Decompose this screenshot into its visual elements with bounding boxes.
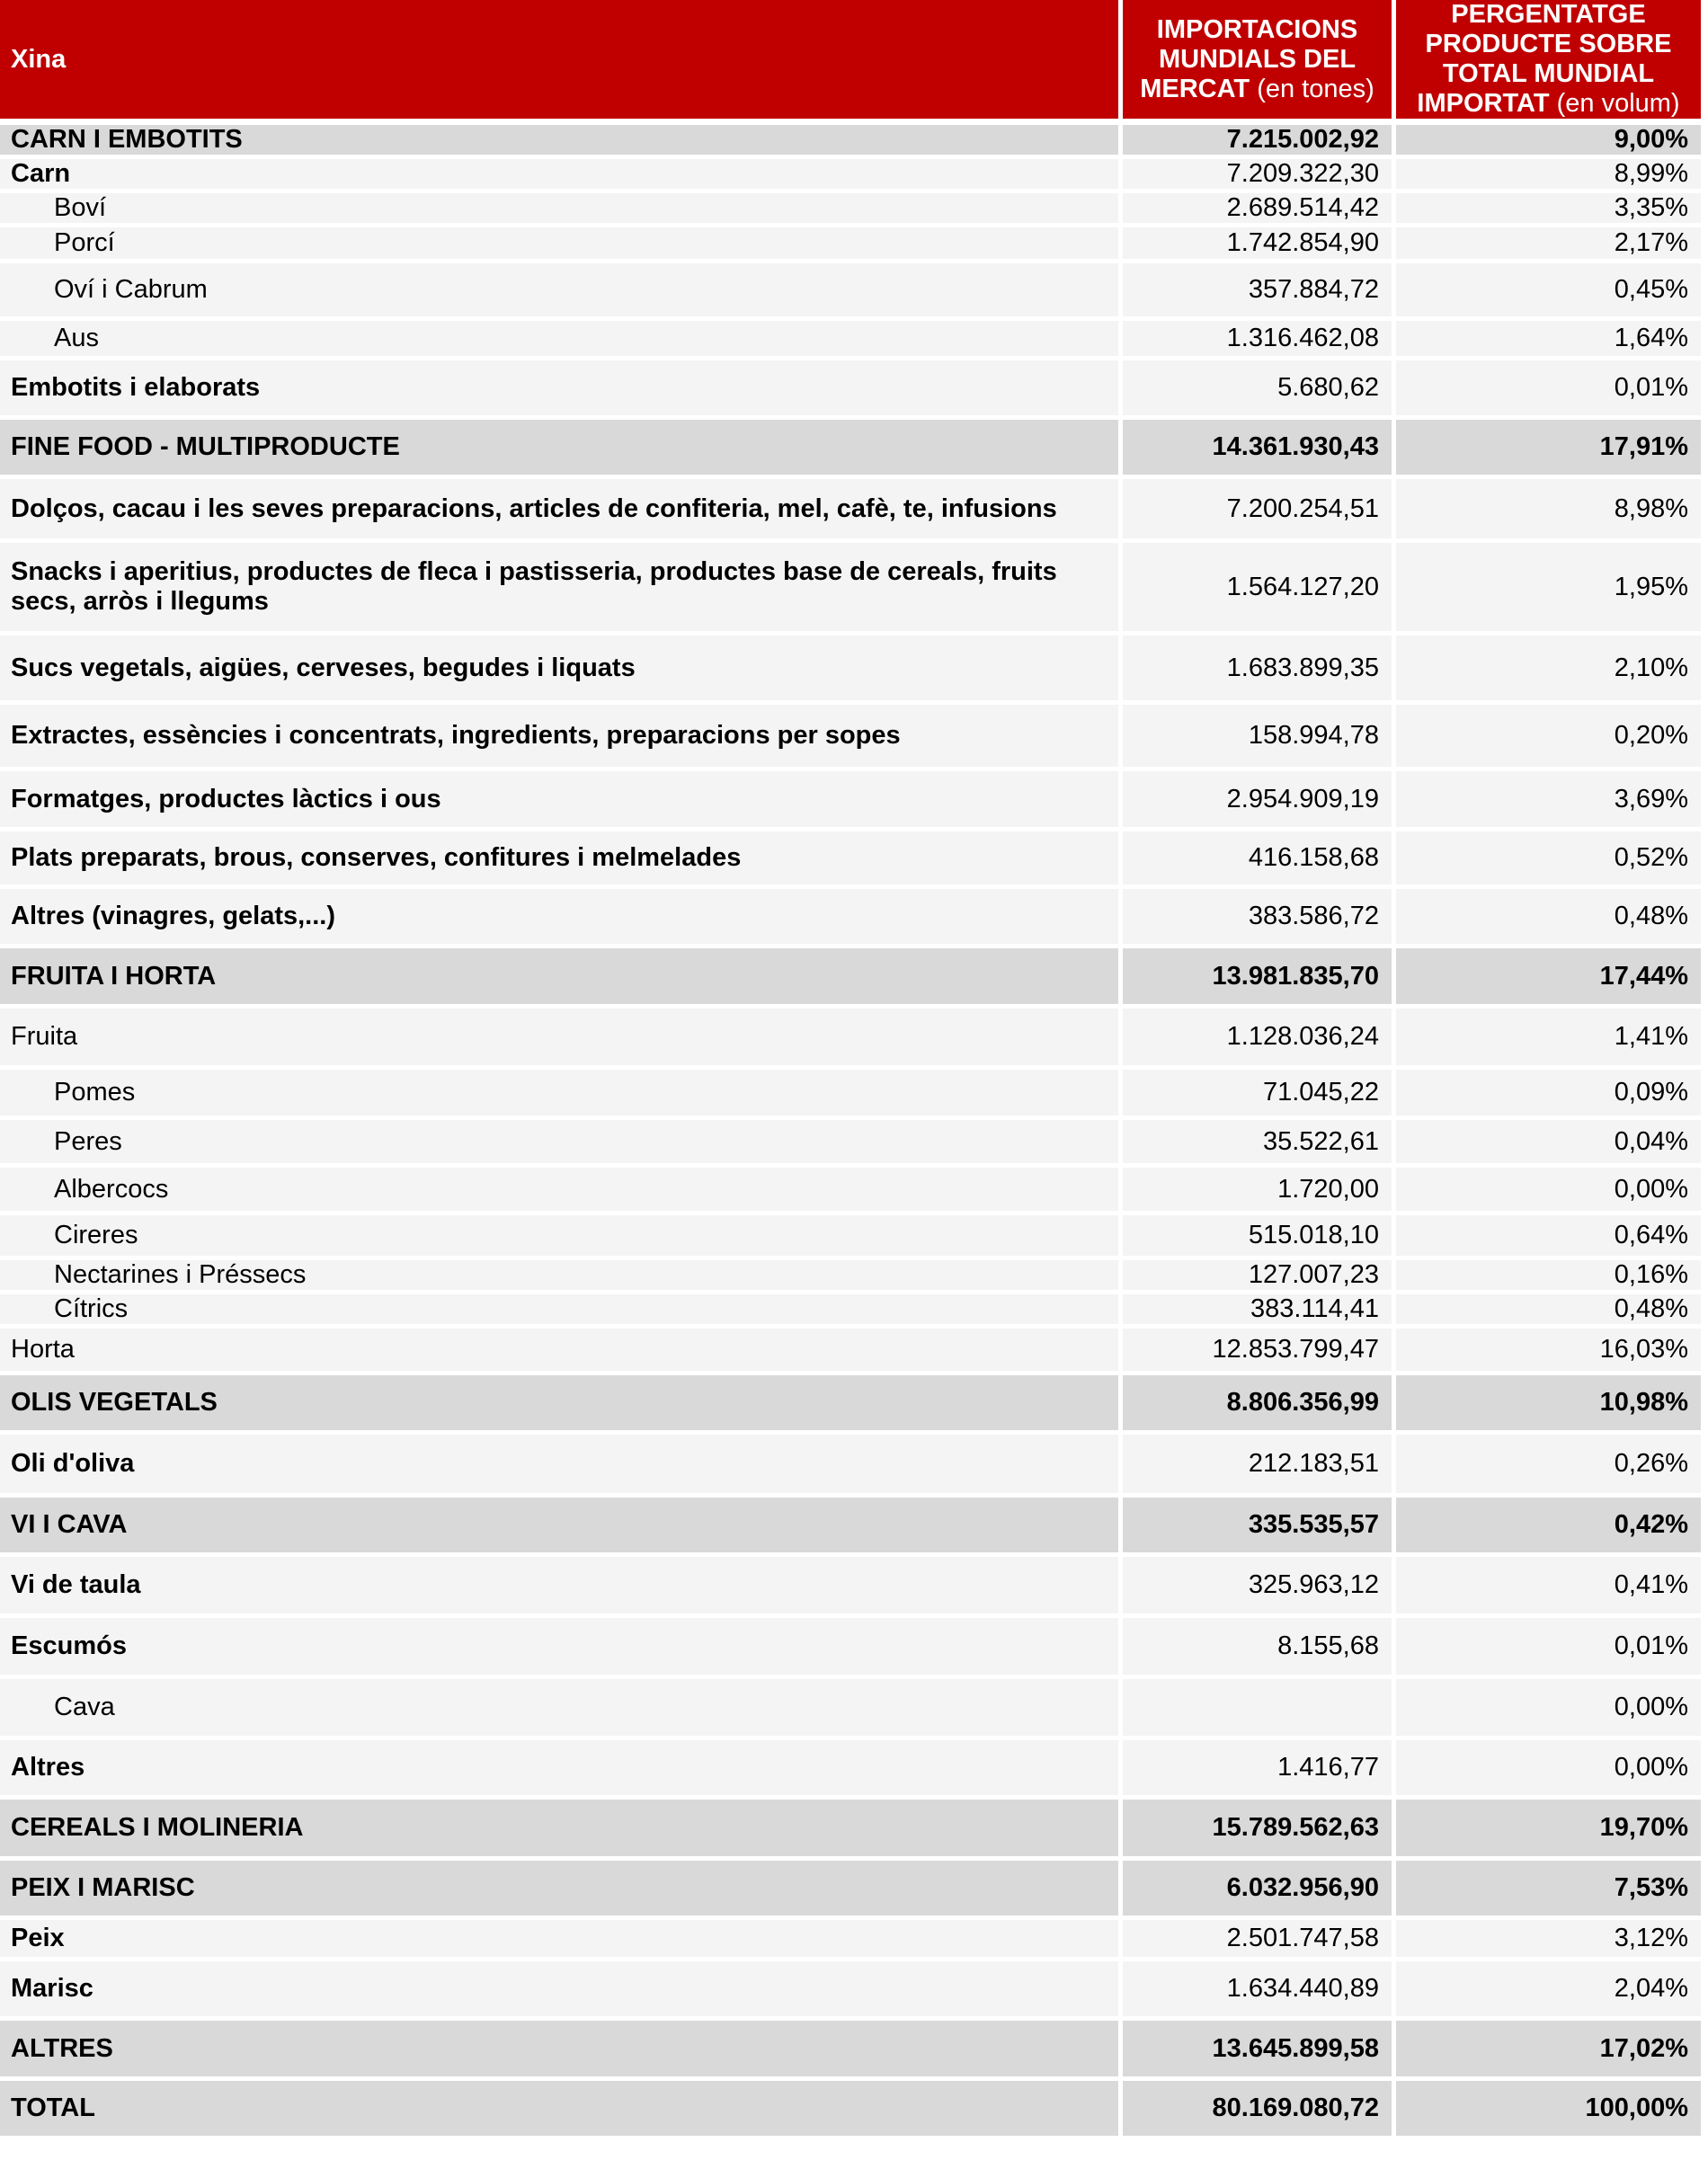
table-row bbox=[0, 1861, 1701, 1920]
table-row bbox=[0, 2021, 1701, 2081]
total-imports-value: 80.169.080,72 bbox=[1123, 2081, 1396, 2140]
row-imports-value: 1.128.036,24 bbox=[1123, 1009, 1396, 1070]
row-percentage: 16,03% bbox=[1396, 1329, 1701, 1375]
row-imports-value: 416.158,68 bbox=[1123, 831, 1396, 889]
table-row bbox=[0, 125, 1701, 159]
table-row bbox=[0, 420, 1701, 479]
row-label: PEIX I MARISC bbox=[0, 1861, 1123, 1920]
row-label: Plats preparats, brous, conserves, confitures i melmelades bbox=[0, 831, 1123, 889]
table-header-row bbox=[0, 0, 1701, 125]
row-percentage: 0,16% bbox=[1396, 1260, 1701, 1294]
row-percentage: 7,53% bbox=[1396, 1861, 1701, 1920]
row-label: Peres bbox=[0, 1120, 1123, 1168]
row-imports-value: 6.032.956,90 bbox=[1123, 1861, 1396, 1920]
row-imports-value: 14.361.930,43 bbox=[1123, 420, 1396, 479]
table-row bbox=[0, 360, 1701, 420]
row-label: Fruita bbox=[0, 1009, 1123, 1070]
row-percentage: 0,09% bbox=[1396, 1070, 1701, 1120]
table-row bbox=[0, 1435, 1701, 1498]
row-imports-value: 383.114,41 bbox=[1123, 1294, 1396, 1329]
table-row bbox=[0, 1679, 1701, 1740]
row-percentage: 1,41% bbox=[1396, 1009, 1701, 1070]
table-row bbox=[0, 831, 1701, 889]
row-imports-value: 127.007,23 bbox=[1123, 1260, 1396, 1294]
table-row bbox=[0, 1294, 1701, 1329]
row-percentage: 1,64% bbox=[1396, 321, 1701, 360]
row-percentage: 2,10% bbox=[1396, 636, 1701, 705]
row-percentage: 0,52% bbox=[1396, 831, 1701, 889]
row-label: Formatges, productes làctics i ous bbox=[0, 771, 1123, 831]
row-label: Escumós bbox=[0, 1618, 1123, 1679]
table-row bbox=[0, 1009, 1701, 1070]
row-label: FINE FOOD - MULTIPRODUCTE bbox=[0, 420, 1123, 479]
row-percentage: 0,01% bbox=[1396, 1618, 1701, 1679]
row-percentage: 0,00% bbox=[1396, 1679, 1701, 1740]
row-imports-value: 158.994,78 bbox=[1123, 705, 1396, 771]
row-label: OLIS VEGETALS bbox=[0, 1375, 1123, 1435]
row-imports-value: 5.680,62 bbox=[1123, 360, 1396, 420]
row-label: Extractes, essències i concentrats, ingredients, preparacions per sopes bbox=[0, 705, 1123, 771]
row-imports-value: 12.853.799,47 bbox=[1123, 1329, 1396, 1375]
row-label: Peix bbox=[0, 1920, 1123, 1961]
row-label: Oví i Cabrum bbox=[0, 263, 1123, 321]
row-percentage: 0,48% bbox=[1396, 889, 1701, 948]
row-label: CARN I EMBOTITS bbox=[0, 125, 1123, 159]
row-imports-value: 2.954.909,19 bbox=[1123, 771, 1396, 831]
row-imports-value: 1.634.440,89 bbox=[1123, 1961, 1396, 2021]
imports-column-header bbox=[1123, 0, 1396, 125]
row-label: Pomes bbox=[0, 1070, 1123, 1120]
row-percentage: 3,12% bbox=[1396, 1920, 1701, 1961]
total-percentage: 100,00% bbox=[1396, 2081, 1701, 2140]
table-row bbox=[0, 705, 1701, 771]
row-imports-value: 8.155,68 bbox=[1123, 1618, 1396, 1679]
row-imports-value: 515.018,10 bbox=[1123, 1215, 1396, 1260]
row-label: Dolços, cacau i les seves preparacions, articles de confiteria, mel, cafè, te, infusions bbox=[0, 479, 1123, 543]
table-row bbox=[0, 1961, 1701, 2021]
total-label: TOTAL bbox=[0, 2081, 1123, 2140]
row-imports-value: 7.200.254,51 bbox=[1123, 479, 1396, 543]
row-imports-value: 1.416,77 bbox=[1123, 1740, 1396, 1800]
row-label: Porcí bbox=[0, 227, 1123, 263]
row-percentage: 0,48% bbox=[1396, 1294, 1701, 1329]
row-imports-value: 71.045,22 bbox=[1123, 1070, 1396, 1120]
table-row bbox=[0, 1168, 1701, 1215]
table-row bbox=[0, 1498, 1701, 1557]
row-imports-value: 7.215.002,92 bbox=[1123, 125, 1396, 159]
total-row bbox=[0, 2081, 1701, 2140]
row-percentage: 3,69% bbox=[1396, 771, 1701, 831]
row-percentage: 0,45% bbox=[1396, 263, 1701, 321]
row-label: Marisc bbox=[0, 1961, 1123, 2021]
row-percentage: 0,04% bbox=[1396, 1120, 1701, 1168]
table-row bbox=[0, 1920, 1701, 1961]
row-percentage: 0,01% bbox=[1396, 360, 1701, 420]
row-label: Embotits i elaborats bbox=[0, 360, 1123, 420]
table-row bbox=[0, 479, 1701, 543]
row-percentage: 2,04% bbox=[1396, 1961, 1701, 2021]
row-label: Cireres bbox=[0, 1215, 1123, 1260]
row-imports-value: 8.806.356,99 bbox=[1123, 1375, 1396, 1435]
table-row bbox=[0, 193, 1701, 227]
table-row bbox=[0, 1070, 1701, 1120]
row-imports-value: 13.981.835,70 bbox=[1123, 948, 1396, 1009]
table-row bbox=[0, 159, 1701, 193]
table-row bbox=[0, 1120, 1701, 1168]
table-row bbox=[0, 1740, 1701, 1800]
row-percentage: 0,42% bbox=[1396, 1498, 1701, 1557]
row-percentage: 3,35% bbox=[1396, 193, 1701, 227]
imports-column-title: IMPORTACIONS MUNDIALS DEL MERCAT bbox=[1140, 14, 1358, 103]
row-imports-value bbox=[1123, 1679, 1396, 1740]
row-label: Cava bbox=[0, 1679, 1123, 1740]
row-imports-value: 212.183,51 bbox=[1123, 1435, 1396, 1498]
row-percentage: 0,20% bbox=[1396, 705, 1701, 771]
row-label: VI I CAVA bbox=[0, 1498, 1123, 1557]
percentage-column-title: PERGENTATGE PRODUCTE SOBRE TOTAL MUNDIAL IMPORTAT bbox=[1417, 0, 1672, 118]
row-percentage: 17,91% bbox=[1396, 420, 1701, 479]
row-imports-value: 1.564.127,20 bbox=[1123, 543, 1396, 636]
row-imports-value: 35.522,61 bbox=[1123, 1120, 1396, 1168]
row-percentage: 0,00% bbox=[1396, 1740, 1701, 1800]
row-imports-value: 1.683.899,35 bbox=[1123, 636, 1396, 705]
table-row bbox=[0, 1375, 1701, 1435]
imports-column-unit: (en tones) bbox=[1257, 74, 1374, 103]
row-imports-value: 13.645.899,58 bbox=[1123, 2021, 1396, 2081]
table-row bbox=[0, 948, 1701, 1009]
row-label: ALTRES bbox=[0, 2021, 1123, 2081]
percentage-column-header bbox=[1396, 0, 1701, 125]
row-imports-value: 2.689.514,42 bbox=[1123, 193, 1396, 227]
row-imports-value: 383.586,72 bbox=[1123, 889, 1396, 948]
table-row bbox=[0, 543, 1701, 636]
row-imports-value: 2.501.747,58 bbox=[1123, 1920, 1396, 1961]
table-row bbox=[0, 227, 1701, 263]
row-percentage: 8,98% bbox=[1396, 479, 1701, 543]
table-row bbox=[0, 1329, 1701, 1375]
table-row bbox=[0, 889, 1701, 948]
row-imports-value: 335.535,57 bbox=[1123, 1498, 1396, 1557]
table-row bbox=[0, 263, 1701, 321]
row-label: Albercocs bbox=[0, 1168, 1123, 1215]
country-header: Xina bbox=[0, 0, 1123, 125]
percentage-column-unit: (en volum) bbox=[1556, 89, 1680, 118]
table-row bbox=[0, 1618, 1701, 1679]
row-imports-value: 15.789.562,63 bbox=[1123, 1800, 1396, 1861]
row-imports-value: 357.884,72 bbox=[1123, 263, 1396, 321]
row-percentage: 0,64% bbox=[1396, 1215, 1701, 1260]
row-percentage: 17,02% bbox=[1396, 2021, 1701, 2081]
row-label: Altres (vinagres, gelats,...) bbox=[0, 889, 1123, 948]
row-percentage: 10,98% bbox=[1396, 1375, 1701, 1435]
row-percentage: 17,44% bbox=[1396, 948, 1701, 1009]
row-label: Aus bbox=[0, 321, 1123, 360]
row-label: CEREALS I MOLINERIA bbox=[0, 1800, 1123, 1861]
row-imports-value: 325.963,12 bbox=[1123, 1557, 1396, 1618]
row-percentage: 0,26% bbox=[1396, 1435, 1701, 1498]
row-percentage: 1,95% bbox=[1396, 543, 1701, 636]
table-row bbox=[0, 1215, 1701, 1260]
row-label: Boví bbox=[0, 193, 1123, 227]
row-label: Cítrics bbox=[0, 1294, 1123, 1329]
table-row bbox=[0, 1260, 1701, 1294]
table-row bbox=[0, 1557, 1701, 1618]
row-label: FRUITA I HORTA bbox=[0, 948, 1123, 1009]
row-percentage: 8,99% bbox=[1396, 159, 1701, 193]
row-imports-value: 1.720,00 bbox=[1123, 1168, 1396, 1215]
row-label: Sucs vegetals, aigües, cerveses, begudes i liquats bbox=[0, 636, 1123, 705]
row-imports-value: 1.742.854,90 bbox=[1123, 227, 1396, 263]
row-imports-value: 1.316.462,08 bbox=[1123, 321, 1396, 360]
row-percentage: 2,17% bbox=[1396, 227, 1701, 263]
table-row bbox=[0, 1800, 1701, 1861]
row-label: Carn bbox=[0, 159, 1123, 193]
row-label: Snacks i aperitius, productes de fleca i pastisseria, productes base de cereals, fruits secs, arròs i llegums bbox=[0, 543, 1123, 636]
row-imports-value: 7.209.322,30 bbox=[1123, 159, 1396, 193]
table-row bbox=[0, 636, 1701, 705]
row-label: Horta bbox=[0, 1329, 1123, 1375]
row-label: Vi de taula bbox=[0, 1557, 1123, 1618]
table-row bbox=[0, 321, 1701, 360]
table-row bbox=[0, 771, 1701, 831]
row-percentage: 0,00% bbox=[1396, 1168, 1701, 1215]
row-label: Nectarines i Préssecs bbox=[0, 1260, 1123, 1294]
row-label: Oli d'oliva bbox=[0, 1435, 1123, 1498]
row-percentage: 9,00% bbox=[1396, 125, 1701, 159]
row-label: Altres bbox=[0, 1740, 1123, 1800]
row-percentage: 0,41% bbox=[1396, 1557, 1701, 1618]
row-percentage: 19,70% bbox=[1396, 1800, 1701, 1861]
